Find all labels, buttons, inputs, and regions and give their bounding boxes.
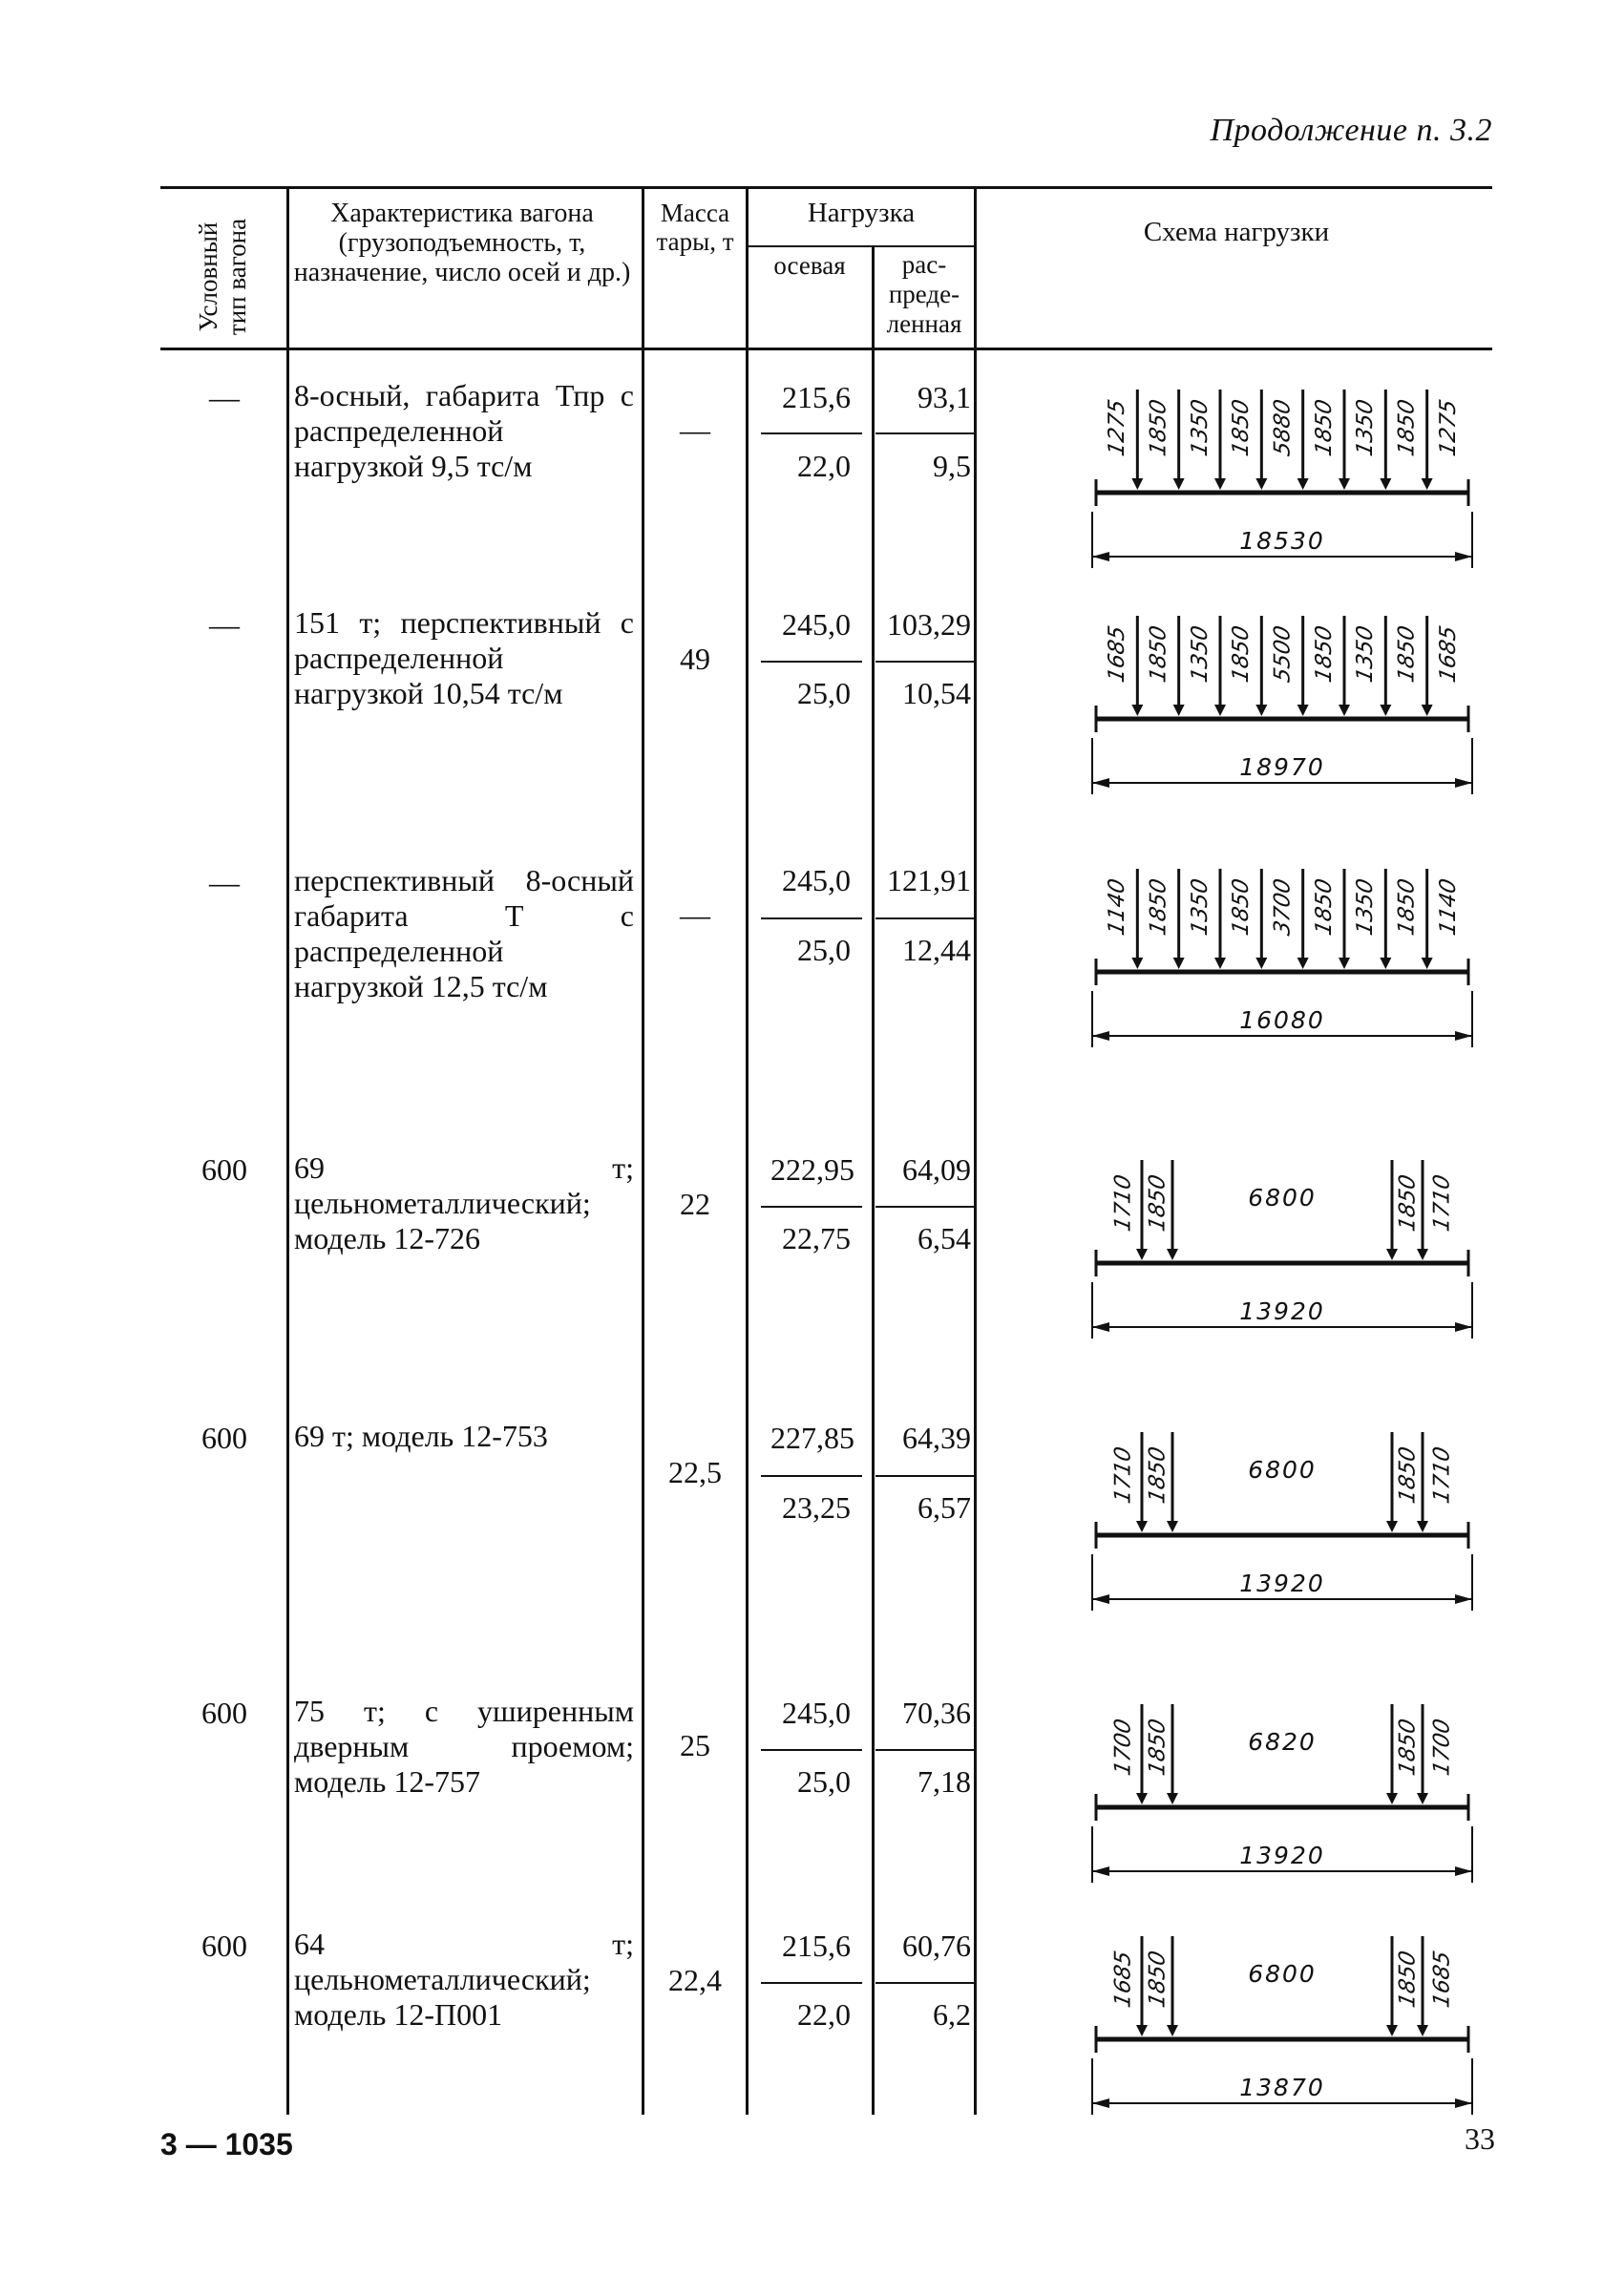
segment-dimension-label: 1685 xyxy=(1104,622,1130,685)
segment-dimension-label: 1850 xyxy=(1228,622,1255,685)
row-dist-bottom: 6,2 xyxy=(933,1997,971,2032)
header-mass: Масса тары, т xyxy=(656,199,734,256)
segment-dimension-label: 1850 xyxy=(1144,1948,1171,2011)
row-dist-divider xyxy=(875,432,974,434)
row-description: 8-осный, габарита Тпр с распределенной нагрузкой 9,5 тс/м xyxy=(294,378,634,483)
header-scheme: Схема нагрузки xyxy=(1143,217,1330,247)
segment-dimension-label: 1700 xyxy=(1428,1716,1455,1779)
row-axial-top: 245,0 xyxy=(782,607,851,642)
segment-dimension-label: 6800 xyxy=(1248,1960,1317,1988)
row-axial-bottom: 25,0 xyxy=(797,933,851,967)
continuation-note: Продолжение п. 3.2 xyxy=(1210,113,1492,148)
load-arrowhead xyxy=(1214,705,1226,716)
row-dist-top: 64,09 xyxy=(902,1152,971,1187)
row-dist-top: 60,76 xyxy=(902,1929,971,1963)
load-arrowhead xyxy=(1167,1521,1178,1532)
load-scheme xyxy=(1067,859,1497,1060)
row-mass: 49 xyxy=(680,642,710,676)
segment-dimension-label: 1350 xyxy=(1352,396,1379,459)
load-scheme xyxy=(1067,1927,1497,2127)
segment-dimension-label: 1685 xyxy=(1434,622,1461,685)
segment-dimension-label: 1850 xyxy=(1310,622,1337,685)
row-type: 600 xyxy=(201,1929,247,1963)
dimension-arrowhead xyxy=(1092,1594,1109,1604)
segment-dimension-label: 1140 xyxy=(1104,875,1130,938)
print-code: 3 — 1035 xyxy=(160,2127,293,2161)
col-divider-2 xyxy=(642,186,644,2115)
segment-dimension-label: 5500 xyxy=(1269,622,1296,685)
dimension-arrowhead xyxy=(1092,778,1109,788)
load-scheme xyxy=(1067,606,1497,807)
row-mass: 22 xyxy=(680,1187,710,1221)
total-length-label: 13920 xyxy=(1239,1297,1325,1325)
load-arrowhead xyxy=(1173,958,1185,969)
dimension-arrowhead xyxy=(1455,1031,1472,1041)
segment-dimension-label: 6800 xyxy=(1248,1456,1317,1484)
load-arrowhead xyxy=(1417,1521,1428,1532)
segment-dimension-label: 1850 xyxy=(1393,622,1420,685)
load-arrowhead xyxy=(1386,1521,1398,1532)
load-arrowhead xyxy=(1297,705,1309,716)
segment-dimension-label: 1850 xyxy=(1310,875,1337,938)
row-description: 151 т; перспективный с распределенной нагрузкой 10,54 тс/м xyxy=(294,605,634,710)
header-type: Условный тип вагона xyxy=(194,218,251,336)
load-subheader-rule xyxy=(746,245,975,247)
load-arrowhead xyxy=(1339,705,1350,716)
load-arrowhead xyxy=(1339,958,1350,969)
header-load: Нагрузка xyxy=(807,198,916,228)
load-arrowhead xyxy=(1136,1521,1148,1532)
row-axial-top: 222,95 xyxy=(770,1152,854,1187)
segment-dimension-label: 1850 xyxy=(1228,875,1255,938)
total-length-label: 13920 xyxy=(1239,1842,1325,1869)
row-description: 69 т; модель 12-753 xyxy=(294,1419,548,1453)
segment-dimension-label: 1850 xyxy=(1145,396,1171,459)
load-arrowhead xyxy=(1131,958,1143,969)
segment-dimension-label: 1350 xyxy=(1186,875,1213,938)
table-top-rule xyxy=(160,186,1492,189)
dimension-arrowhead xyxy=(1455,1594,1472,1604)
segment-dimension-label: 1850 xyxy=(1228,396,1255,459)
col-divider-1 xyxy=(286,186,289,2115)
segment-dimension-label: 1685 xyxy=(1428,1948,1455,2011)
row-load-divider xyxy=(761,661,862,663)
dimension-arrowhead xyxy=(1455,1866,1472,1876)
segment-dimension-label: 1710 xyxy=(1109,1171,1136,1234)
segment-dimension-label: 1350 xyxy=(1352,622,1379,685)
load-scheme xyxy=(1067,1150,1497,1351)
total-length-label: 16080 xyxy=(1239,1006,1325,1034)
segment-dimension-label: 1275 xyxy=(1104,396,1130,459)
col-divider-3 xyxy=(746,186,749,2115)
load-arrowhead xyxy=(1380,478,1391,490)
row-axial-bottom: 22,0 xyxy=(797,449,851,483)
segment-dimension-label: 6820 xyxy=(1248,1728,1317,1756)
row-axial-bottom: 22,75 xyxy=(782,1221,851,1255)
row-type: 600 xyxy=(201,1421,247,1455)
row-axial-bottom: 25,0 xyxy=(797,676,851,710)
row-load-divider xyxy=(761,432,862,434)
segment-dimension-label: 1710 xyxy=(1109,1444,1136,1507)
segment-dimension-label: 1850 xyxy=(1145,622,1171,685)
load-arrowhead xyxy=(1167,1249,1178,1260)
segment-dimension-label: 1850 xyxy=(1144,1171,1171,1234)
header-bottom-rule xyxy=(160,348,1492,350)
header-distributed: рас- преде- ленная xyxy=(886,250,962,338)
row-description: 75 т; с уширенным дверным проемом; модель 12-757 xyxy=(294,1694,634,1799)
row-dist-divider xyxy=(875,917,974,919)
segment-dimension-label: 6800 xyxy=(1248,1184,1317,1212)
row-dist-top: 103,29 xyxy=(887,607,971,642)
load-arrowhead xyxy=(1417,2025,1428,2036)
row-axial-bottom: 22,0 xyxy=(797,1997,851,2032)
load-arrowhead xyxy=(1297,958,1309,969)
row-dist-bottom: 12,44 xyxy=(902,933,971,967)
segment-dimension-label: 1350 xyxy=(1186,396,1213,459)
load-arrowhead xyxy=(1417,1249,1428,1260)
load-arrowhead xyxy=(1173,478,1185,490)
total-length-label: 13920 xyxy=(1239,1570,1325,1597)
header-axial: осевая xyxy=(773,251,846,280)
segment-dimension-label: 1850 xyxy=(1393,396,1420,459)
segment-dimension-label: 1850 xyxy=(1144,1444,1171,1507)
load-arrowhead xyxy=(1422,958,1433,969)
row-dist-top: 121,91 xyxy=(887,863,971,897)
row-type: — xyxy=(209,380,240,414)
dimension-arrowhead xyxy=(1092,1866,1109,1876)
row-dist-bottom: 10,54 xyxy=(902,676,971,710)
row-dist-top: 64,39 xyxy=(902,1421,971,1455)
dimension-arrowhead xyxy=(1092,552,1109,561)
load-arrowhead xyxy=(1136,2025,1148,2036)
row-load-divider xyxy=(761,1749,862,1751)
dimension-arrowhead xyxy=(1092,1322,1109,1332)
row-dist-divider xyxy=(875,1475,974,1477)
segment-dimension-label: 5880 xyxy=(1269,396,1296,459)
total-length-label: 18970 xyxy=(1239,753,1325,781)
load-arrowhead xyxy=(1380,958,1391,969)
row-axial-top: 245,0 xyxy=(782,1696,851,1730)
col-divider-5 xyxy=(974,186,977,2115)
load-arrowhead xyxy=(1255,705,1267,716)
row-axial-bottom: 25,0 xyxy=(797,1764,851,1799)
segment-dimension-label: 1710 xyxy=(1428,1171,1455,1234)
row-dist-divider xyxy=(875,1982,974,1984)
load-arrowhead xyxy=(1173,705,1185,716)
page-number: 33 xyxy=(1465,2121,1495,2156)
row-dist-top: 93,1 xyxy=(917,380,971,414)
load-arrowhead xyxy=(1297,478,1309,490)
segment-dimension-label: 1850 xyxy=(1394,1948,1421,2011)
load-arrowhead xyxy=(1136,1249,1148,1260)
segment-dimension-label: 1685 xyxy=(1109,1948,1136,2011)
row-axial-top: 245,0 xyxy=(782,863,851,897)
load-arrowhead xyxy=(1386,1249,1398,1260)
col-divider-4 xyxy=(872,246,875,2115)
row-load-divider xyxy=(761,1475,862,1477)
load-arrowhead xyxy=(1417,1793,1428,1804)
row-load-divider xyxy=(761,917,862,919)
load-arrowhead xyxy=(1422,478,1433,490)
total-length-label: 18530 xyxy=(1239,527,1325,555)
row-type: — xyxy=(209,607,240,642)
row-axial-top: 215,6 xyxy=(782,1929,851,1963)
row-axial-bottom: 23,25 xyxy=(782,1490,851,1525)
load-scheme xyxy=(1067,1695,1497,1895)
row-dist-bottom: 6,54 xyxy=(917,1221,971,1255)
segment-dimension-label: 1350 xyxy=(1352,875,1379,938)
row-axial-top: 215,6 xyxy=(782,380,851,414)
load-arrowhead xyxy=(1131,478,1143,490)
segment-dimension-label: 1850 xyxy=(1145,875,1171,938)
load-arrowhead xyxy=(1255,958,1267,969)
load-scheme xyxy=(1067,1423,1497,1623)
load-arrowhead xyxy=(1255,478,1267,490)
load-scheme xyxy=(1067,380,1497,580)
row-dist-divider xyxy=(875,1206,974,1208)
dimension-arrowhead xyxy=(1455,2098,1472,2108)
segment-dimension-label: 1850 xyxy=(1394,1716,1421,1779)
dimension-arrowhead xyxy=(1092,2098,1109,2108)
dimension-arrowhead xyxy=(1455,552,1472,561)
row-mass: 22,4 xyxy=(668,1963,722,1997)
total-length-label: 13870 xyxy=(1239,2074,1325,2101)
row-dist-divider xyxy=(875,661,974,663)
row-mass: — xyxy=(680,897,710,932)
load-arrowhead xyxy=(1422,705,1433,716)
header-description: Характеристика вагона (грузоподъемность, т, назначение, число осей и др.) xyxy=(293,199,631,287)
segment-dimension-label: 1850 xyxy=(1394,1444,1421,1507)
row-type: 600 xyxy=(201,1696,247,1730)
row-description: 64 т; цельнометаллический; модель 12-П001 xyxy=(294,1927,634,2032)
load-arrowhead xyxy=(1339,478,1350,490)
row-type: — xyxy=(209,865,240,899)
segment-dimension-label: 1140 xyxy=(1434,875,1461,938)
row-dist-top: 70,36 xyxy=(902,1696,971,1730)
row-mass: 25 xyxy=(680,1728,710,1762)
row-dist-bottom: 9,5 xyxy=(933,449,971,483)
segment-dimension-label: 1850 xyxy=(1144,1716,1171,1779)
segment-dimension-label: 1700 xyxy=(1109,1716,1136,1779)
row-mass: 22,5 xyxy=(668,1455,722,1489)
dimension-arrowhead xyxy=(1092,1031,1109,1041)
row-load-divider xyxy=(761,1982,862,1984)
load-arrowhead xyxy=(1131,705,1143,716)
segment-dimension-label: 1850 xyxy=(1310,396,1337,459)
load-arrowhead xyxy=(1167,2025,1178,2036)
load-arrowhead xyxy=(1386,1793,1398,1804)
row-description: перспективный 8-осный габарита Т с распределенной нагрузкой 12,5 тс/м xyxy=(294,863,634,1003)
segment-dimension-label: 3700 xyxy=(1269,875,1296,938)
row-dist-bottom: 6,57 xyxy=(917,1490,971,1525)
row-type: 600 xyxy=(201,1152,247,1187)
segment-dimension-label: 1850 xyxy=(1393,875,1420,938)
load-arrowhead xyxy=(1136,1793,1148,1804)
dimension-arrowhead xyxy=(1455,1322,1472,1332)
load-arrowhead xyxy=(1167,1793,1178,1804)
dimension-arrowhead xyxy=(1455,778,1472,788)
row-dist-divider xyxy=(875,1749,974,1751)
segment-dimension-label: 1850 xyxy=(1394,1171,1421,1234)
load-arrowhead xyxy=(1214,478,1226,490)
load-arrowhead xyxy=(1386,2025,1398,2036)
load-arrowhead xyxy=(1380,705,1391,716)
segment-dimension-label: 1710 xyxy=(1428,1444,1455,1507)
row-axial-top: 227,85 xyxy=(770,1421,854,1455)
row-description: 69 т; цельнометаллический; модель 12-726 xyxy=(294,1150,634,1255)
segment-dimension-label: 1275 xyxy=(1434,396,1461,459)
row-mass: — xyxy=(680,412,710,447)
row-dist-bottom: 7,18 xyxy=(917,1764,971,1799)
segment-dimension-label: 1350 xyxy=(1186,622,1213,685)
row-load-divider xyxy=(761,1206,862,1208)
load-arrowhead xyxy=(1214,958,1226,969)
